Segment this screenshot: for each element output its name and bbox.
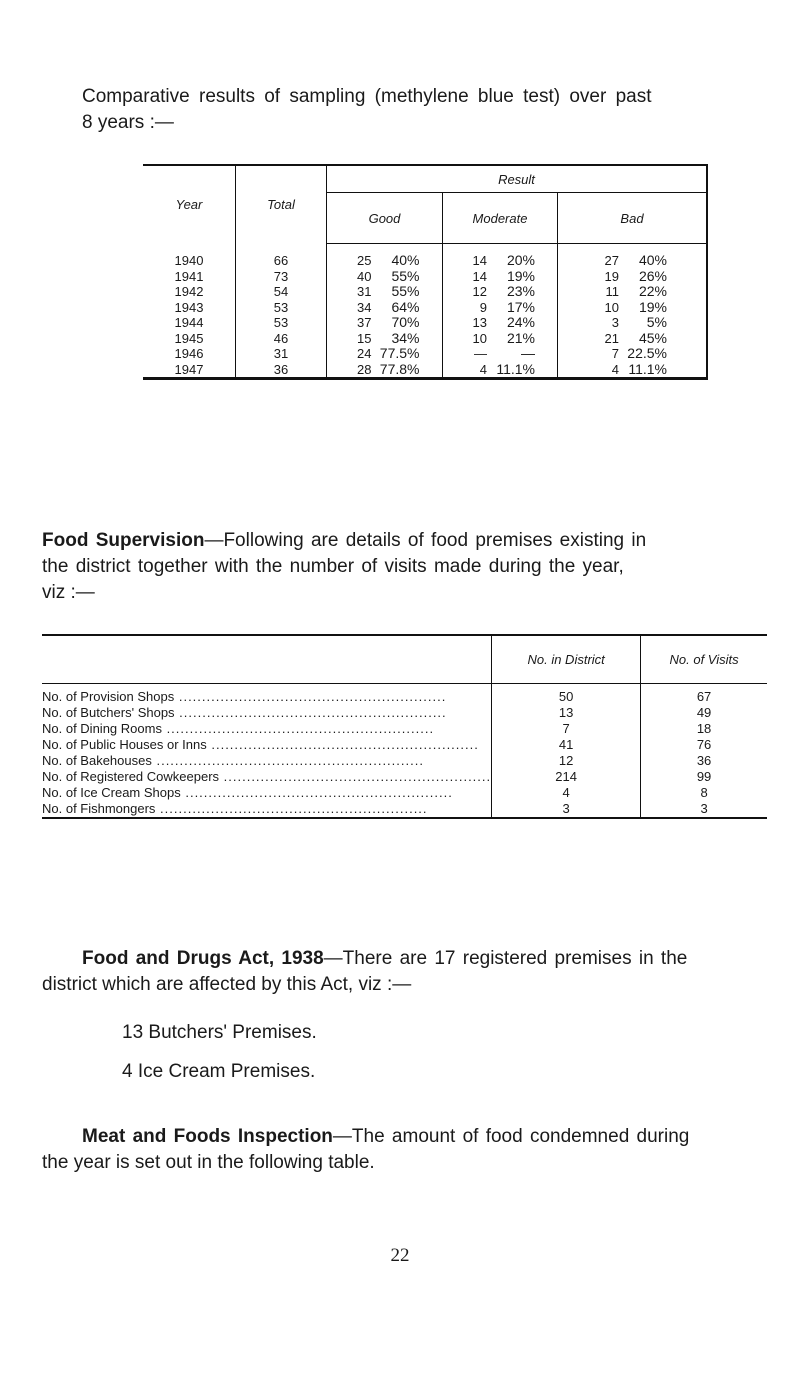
visit-count: 3 [700, 801, 708, 816]
moderate-percent: — [521, 345, 535, 361]
good-count: 24 [357, 346, 372, 361]
food-supervision-line-1 [42, 528, 772, 554]
table-row [42, 705, 767, 721]
year-cell: 1945 [174, 330, 204, 346]
visit-count: 76 [696, 737, 712, 752]
bad-percent: 22% [638, 283, 667, 299]
food-drugs-line-1-text: —There are 17 registered premises in the [323, 948, 688, 969]
good-count: 28 [357, 361, 372, 377]
table-row [42, 785, 767, 801]
table-row [143, 300, 707, 316]
district-count: 7 [562, 721, 570, 736]
total-cell: 66 [273, 252, 289, 268]
food-supervision-line-2: the district together with the number of visits made during the year, [42, 556, 624, 577]
bad-percent: 5% [646, 314, 667, 330]
bad-count: 3 [611, 315, 619, 330]
year-cell: 1942 [174, 284, 204, 299]
premises-label: No. of Bakehouses [42, 753, 152, 768]
good-percent: 40% [391, 252, 420, 268]
premises-label: No. of Public Houses or Inns [42, 737, 207, 752]
leader-dots: .......................................................... [161, 721, 435, 736]
visit-count: 36 [696, 753, 712, 768]
total-cell: 53 [273, 299, 289, 315]
year-cell: 1943 [174, 299, 204, 315]
total-cell: 36 [273, 361, 289, 377]
table-row [143, 362, 707, 379]
leader-dots: .......................................................... [219, 769, 492, 784]
premises-label: No. of Dining Rooms [42, 721, 162, 736]
intro-paragraph [82, 84, 772, 136]
bad-count: 21 [604, 330, 619, 346]
bad-count: 4 [611, 361, 619, 377]
meat-line-1 [42, 1124, 772, 1150]
meat-line-1-text: —The amount of food condemned during [332, 1126, 690, 1147]
table-row [143, 244, 707, 269]
leader-dots: .......................................................... [155, 801, 428, 816]
moderate-percent: 11.1% [496, 360, 535, 377]
good-count: 25 [357, 253, 372, 268]
district-count: 50 [558, 689, 574, 704]
table-row [42, 684, 767, 706]
good-percent: 77.8% [379, 360, 420, 377]
total-cell: 73 [273, 268, 289, 284]
table-row [143, 284, 707, 300]
list-item: 4 Ice Cream Premises. [122, 1061, 316, 1082]
visit-count: 49 [696, 705, 712, 720]
total-cell: 54 [273, 284, 289, 299]
bad-count: 19 [604, 268, 619, 284]
table-row [42, 753, 767, 769]
visit-count: 18 [696, 721, 712, 736]
table-row [42, 737, 767, 753]
table-row [143, 269, 707, 285]
header-no-of-visits: No. of Visits [641, 635, 767, 684]
meat-inspection-paragraph [42, 1124, 772, 1176]
food-supervision-heading: Food Supervision [42, 530, 205, 551]
premises-label: No. of Fishmongers [42, 801, 156, 816]
table-row [143, 331, 707, 347]
meat-heading: Meat and Foods Inspection [82, 1126, 333, 1147]
bad-count: 10 [604, 299, 619, 315]
table-row [143, 315, 707, 331]
moderate-count: 12 [472, 284, 487, 299]
moderate-percent: 24% [506, 314, 535, 330]
header-moderate: Moderate [443, 193, 558, 244]
visit-count: 99 [696, 769, 712, 784]
moderate-percent: 20% [506, 252, 535, 268]
header-result: Result [327, 165, 708, 193]
moderate-percent: 17% [506, 298, 535, 315]
moderate-count: 9 [479, 299, 487, 315]
table-row [42, 721, 767, 737]
good-count: 40 [357, 268, 372, 284]
moderate-percent: 23% [506, 283, 535, 299]
intro-line-2: 8 years :— [82, 112, 174, 133]
bad-percent: 26% [638, 267, 667, 284]
leader-dots: .......................................................... [206, 737, 479, 752]
premises-label: No. of Registered Cowkeepers [42, 769, 220, 784]
moderate-count: 10 [472, 330, 487, 346]
bad-percent: 40% [638, 252, 667, 268]
premises-table-body [42, 684, 767, 819]
good-percent: 55% [391, 267, 420, 284]
good-count: 34 [357, 299, 372, 315]
bad-count: 7 [611, 346, 619, 361]
total-cell: 46 [273, 330, 289, 346]
moderate-count: 14 [472, 253, 487, 268]
page-number: 22 [390, 1245, 410, 1266]
table-row [42, 769, 767, 785]
year-cell: 1946 [174, 346, 204, 361]
good-percent: 64% [391, 298, 420, 315]
header-total: Total [236, 165, 327, 244]
moderate-count: 4 [479, 361, 487, 377]
sampling-results-table [143, 164, 708, 380]
bad-percent: 11.1% [628, 360, 667, 377]
food-supervision-paragraph [42, 528, 772, 606]
leader-dots: .......................................................... [174, 689, 447, 704]
food-drugs-line-1 [42, 946, 772, 972]
moderate-count: — [474, 346, 487, 361]
bad-percent: 19% [638, 298, 667, 315]
good-percent: 77.5% [379, 345, 420, 361]
year-cell: 1947 [174, 361, 204, 377]
premises-label: No. of Provision Shops [42, 689, 175, 704]
sampling-table-body [143, 244, 707, 379]
intro-line-1: Comparative results of sampling (methylene blue test) over past [82, 86, 652, 107]
bad-percent: 22.5% [627, 345, 667, 361]
table-row [42, 801, 767, 818]
year-cell: 1940 [174, 252, 204, 268]
good-percent: 70% [391, 314, 420, 330]
visit-count: 8 [700, 785, 708, 800]
good-percent: 55% [391, 283, 420, 299]
meat-line-2: the year is set out in the following table. [42, 1152, 375, 1173]
header-no-in-district: No. in District [492, 635, 641, 684]
moderate-count: 14 [472, 268, 487, 284]
year-cell: 1944 [174, 315, 204, 330]
food-drugs-heading: Food and Drugs Act, 1938 [82, 948, 324, 969]
table-row [143, 346, 707, 362]
total-cell: 31 [273, 346, 289, 361]
year-cell: 1941 [174, 268, 204, 284]
list-item: 13 Butchers' Premises. [122, 1022, 317, 1043]
moderate-count: 13 [472, 315, 487, 330]
good-percent: 34% [391, 329, 420, 346]
bad-count: 27 [604, 253, 619, 268]
header-bad: Bad [558, 193, 708, 244]
header-year: Year [143, 165, 236, 244]
food-premises-table [42, 634, 767, 819]
visit-count: 67 [696, 689, 712, 704]
good-count: 31 [357, 284, 372, 299]
premises-label: No. of Butchers' Shops [42, 705, 175, 720]
moderate-percent: 21% [506, 329, 535, 346]
food-drugs-paragraph [42, 946, 772, 998]
bad-count: 11 [605, 284, 619, 299]
leader-dots: .......................................................... [174, 705, 447, 720]
district-count: 41 [558, 737, 574, 752]
good-count: 37 [357, 315, 372, 330]
bad-percent: 45% [638, 329, 667, 346]
leader-dots: .......................................................... [180, 785, 453, 800]
premises-label: No. of Ice Cream Shops [42, 785, 181, 800]
total-cell: 53 [273, 315, 289, 330]
leader-dots: .......................................................... [151, 753, 424, 768]
header-good: Good [327, 193, 443, 244]
district-count: 3 [562, 801, 570, 816]
district-count: 13 [558, 705, 574, 720]
header-premises-blank [42, 635, 492, 684]
food-drugs-line-2: district which are affected by this Act, viz :— [42, 974, 412, 995]
district-count: 12 [558, 753, 574, 768]
good-count: 15 [357, 330, 372, 346]
moderate-percent: 19% [506, 267, 535, 284]
district-count: 4 [562, 785, 570, 800]
food-supervision-line-3: viz :— [42, 582, 95, 603]
district-count: 214 [555, 769, 577, 784]
food-supervision-line-1-text: —Following are details of food premises existing in [204, 530, 647, 551]
